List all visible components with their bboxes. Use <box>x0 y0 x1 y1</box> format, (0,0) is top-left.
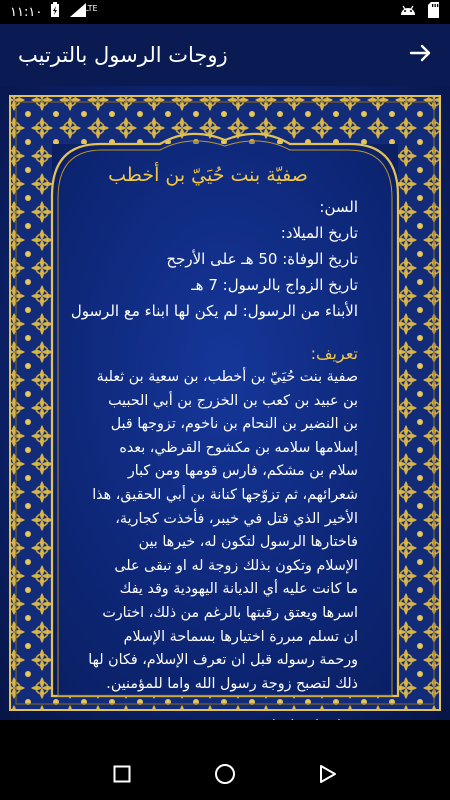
nav-spacer <box>0 720 450 748</box>
sd-card-icon <box>427 2 440 22</box>
children-field: الأبناء من الرسول: لم يكن لها ابناء مع الرسول <box>70 302 358 320</box>
age-field: السن: <box>319 198 358 216</box>
wife-name: صفيّة بنت حُيَيّ بن أخطب <box>108 164 308 186</box>
home-button[interactable] <box>205 754 245 794</box>
app-bar <box>0 24 450 86</box>
definition-line: سلام بن مشكم، فارس قومها ومن كبار <box>127 463 358 480</box>
definition-line: فاختارها الرسول لتكون له، خيرها بين <box>138 534 358 551</box>
definition-line: ورحمة رسوله قبل ان تعرف الإسلام، فكان لها <box>88 652 358 669</box>
definition-line: ذلك لتصبح زوجة رسول الله واما للمؤمنين. <box>106 675 358 692</box>
arrow-right-icon <box>410 43 432 63</box>
definition-line: ان تسلم مبررة اختيارها بسماحة الإسلام <box>123 628 358 645</box>
content-area[interactable] <box>0 86 450 720</box>
status-bar <box>0 0 450 24</box>
definition-text <box>58 366 358 696</box>
network-type: LTE <box>84 3 98 13</box>
recent-apps-button[interactable] <box>102 754 142 794</box>
definition-line: شعرائهم، ثم تزوّجها كنانة بن أبي الحقيق، هذا <box>92 486 358 503</box>
definition-line: الأخير الذي قتل في خيبر، فأخذت كجارية، <box>115 510 358 527</box>
definition-line: صفية بنت حُيَيّ بن أخطب، بن سعية بن ثعلبة <box>96 369 358 385</box>
back-button[interactable] <box>308 754 348 794</box>
back-arrow-button[interactable] <box>410 42 432 68</box>
definition-line: بن عبيد بن كعب بن الخزرج بن أبي الحبيب <box>108 392 358 409</box>
definition-line: إسلامها سلامه بن مكشوح القرظي، بعده <box>119 439 358 456</box>
triangle-back-icon <box>319 764 337 784</box>
definition-line: اسرها ويعتق رقبتها بالرغم من ذلك، اختارت <box>102 604 358 621</box>
definition-line: ما كانت عليه أي الديانة اليهودية وقد يفك <box>119 581 358 598</box>
death-date-field: تاريخ الوفاة: 50 هـ على الأرجح <box>166 250 358 268</box>
square-icon <box>113 765 131 783</box>
battery-charging-icon <box>50 2 60 22</box>
status-time: ١١:١٠ <box>10 4 43 20</box>
page-title: زوجات الرسول بالترتيب <box>18 43 228 67</box>
wife-details-panel <box>58 154 358 754</box>
android-icon <box>399 3 417 21</box>
definition-line: بن النضير بن النحام بن ناخوم، تزوجها قبل <box>110 416 358 433</box>
birth-date-field: تاريخ الميلاد: <box>280 224 358 242</box>
navigation-bar <box>0 748 450 800</box>
definition-line: الإسلام وتكون بذلك زوجة له او تبقى على <box>114 557 358 574</box>
circle-icon <box>214 763 236 785</box>
definition-heading: تعريف: <box>310 344 358 363</box>
marriage-date-field: تاريخ الزواج بالرسول: 7 هـ <box>191 276 358 294</box>
